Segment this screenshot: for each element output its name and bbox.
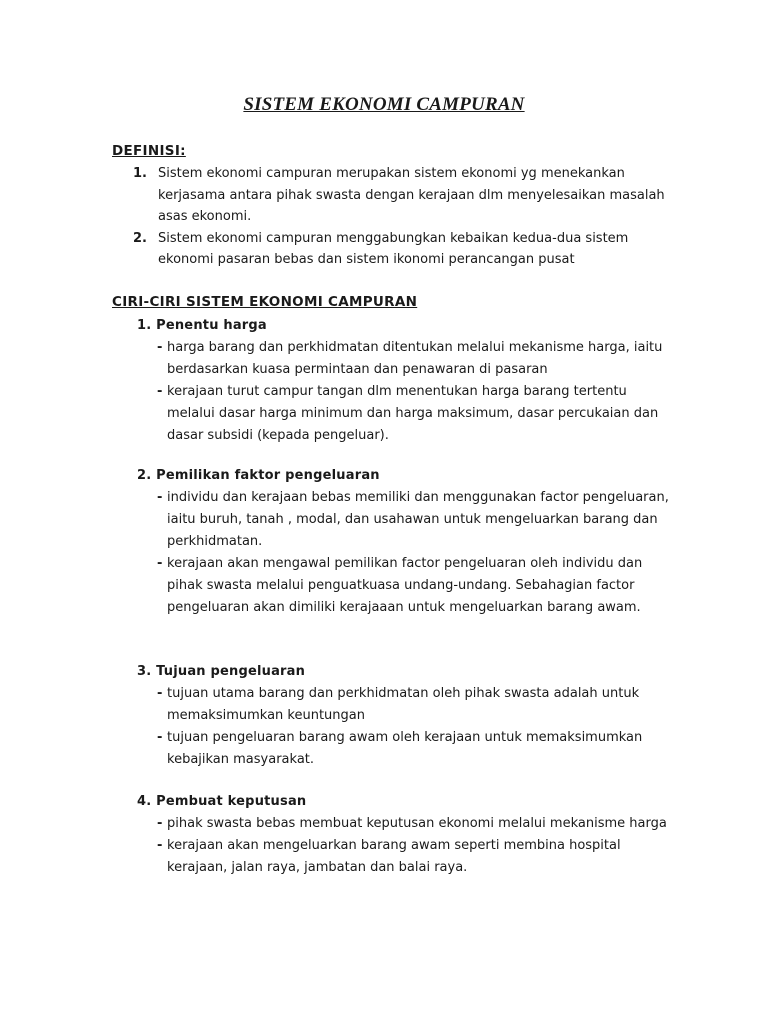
dash-bullet: - [157, 730, 163, 745]
definisi-item-number: 1. [133, 166, 147, 181]
definisi-item-1 [133, 163, 673, 228]
document-title: SISTEM EKONOMI CAMPURAN [243, 94, 525, 115]
ciri-item-title: 3. Tujuan pengeluaran [137, 664, 306, 679]
dash-bullet: - [157, 340, 163, 355]
ciri-point [137, 727, 677, 771]
ciri-point-text: pihak swasta bebas membuat keputusan ekonomi melalui mekanisme harga [167, 816, 667, 831]
ciri-point [137, 813, 677, 835]
ciri-item-3 [137, 661, 677, 771]
dash-bullet: - [157, 838, 163, 853]
ciri-point-text: individu dan kerajaan bebas memiliki dan menggunakan factor pengeluaran, iaitu buruh, tanah , modal, dan usahawan untuk mengeluarkan barang dan perkhidmatan. [167, 490, 669, 549]
dash-bullet: - [157, 556, 163, 571]
ciri-point-text: kerajaan turut campur tangan dlm menentukan harga barang tertentu melalui dasar harga minimum dan harga maksimum, dasar percukaian dan dasar subsidi (kepada pengeluar). [167, 384, 659, 443]
definisi-list [133, 163, 673, 271]
definisi-item-number: 2. [133, 230, 147, 246]
ciri-item-title: 2. Pemilikan faktor pengeluaran [137, 468, 380, 483]
ciri-point [137, 553, 677, 619]
ciri-point-text: harga barang dan perkhidmatan ditentukan melalui mekanisme harga, iaitu berdasarkan kuasa permintaan dan penawaran di pasaran [167, 340, 663, 377]
ciri-item-title: 1. Penentu harga [137, 318, 267, 333]
ciri-point-text: tujuan pengeluaran barang awam oleh kerajaan untuk memaksimumkan kebajikan masyarakat. [167, 730, 643, 767]
dash-bullet: - [157, 490, 163, 505]
ciri-item-1 [137, 315, 677, 447]
dash-bullet: - [157, 384, 163, 399]
ciri-point-text: kerajaan akan mengeluarkan barang awam seperti membina hospital kerajaan, jalan raya, jambatan dan balai raya. [167, 838, 621, 875]
ciri-heading: CIRI-CIRI SISTEM EKONOMI CAMPURAN [112, 294, 418, 310]
ciri-point [137, 487, 677, 553]
ciri-item-title: 4. Pembuat keputusan [137, 794, 307, 809]
dash-bullet: - [157, 686, 163, 701]
definisi-item-text: Sistem ekonomi campuran menggabungkan kebaikan kedua-dua sistem ekonomi pasaran bebas dan sistem ikonomi perancangan pusat [158, 230, 629, 268]
ciri-point-text: tujuan utama barang dan perkhidmatan oleh pihak swasta adalah untuk memaksimumkan keuntungan [167, 686, 640, 723]
ciri-point [137, 683, 677, 727]
definisi-item-text: Sistem ekonomi campuran merupakan sistem ekonomi yg menekankan kerjasama antara pihak swasta dengan kerajaan dlm menyelesaikan masalah asas ekonomi. [158, 166, 665, 225]
ciri-item-4 [137, 791, 677, 879]
ciri-point-text: kerajaan akan mengawal pemilikan factor pengeluaran oleh individu dan pihak swasta melalui penguatkuasa undang-undang. Sebahagian factor pengeluaran akan dimiliki kerajaaan untuk mengeluarkan barang awam. [167, 556, 643, 615]
ciri-point [137, 381, 677, 447]
definisi-heading: DEFINISI: [112, 143, 186, 159]
ciri-item-2 [137, 465, 677, 619]
ciri-point [137, 835, 677, 879]
ciri-point [137, 337, 677, 381]
definisi-item-2 [133, 228, 673, 271]
dash-bullet: - [157, 816, 163, 831]
